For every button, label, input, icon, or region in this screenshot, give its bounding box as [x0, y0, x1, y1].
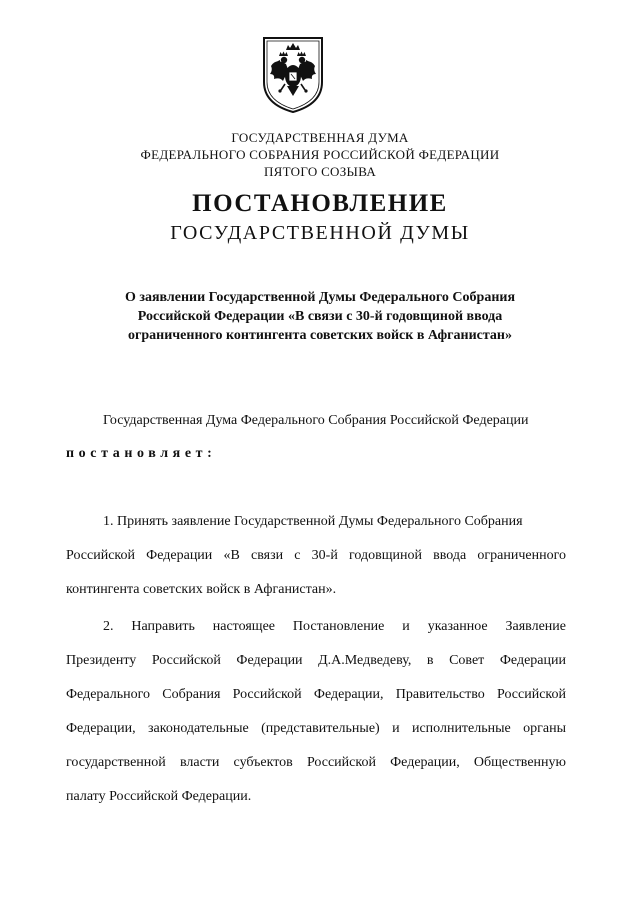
item2-line-3: Федерального Собрания Российской Федерации, Правительство Российской — [66, 687, 566, 702]
item2-line-5: государственной власти субъектов Российской Федерации, Общественную — [66, 755, 566, 770]
item2-line-2: Президенту Российской Федерации Д.А.Медведеву, в Совет Федерации — [66, 653, 566, 668]
item2-line-4: Федерации, законодательные (представительные) и исполнительные органы — [66, 721, 566, 736]
preamble: Государственная Дума Федерального Собрания Российской Федерации — [103, 413, 529, 428]
item2-line-6: палату Российской Федерации. — [66, 789, 252, 804]
subject-line-1: О заявлении Государственной Думы Федерального Собрания — [124, 290, 516, 305]
item1-line-2: Российской Федерации «В связи с 30-й годовщиной ввода ограниченного — [66, 548, 566, 563]
resolves-word: постановляет: — [66, 446, 217, 461]
subject-line-3: ограниченного контингента советских войск в Афганистан» — [128, 328, 512, 343]
issuer-line-2: ФЕДЕРАЛЬНОГО СОБРАНИЯ РОССИЙСКОЙ ФЕДЕРАЦИИ — [140, 147, 500, 162]
coat-of-arms-emblem-icon — [262, 36, 324, 114]
convocation-line: ПЯТОГО СОЗЫВА — [263, 164, 377, 179]
document-title: ПОСТАНОВЛЕНИЕ — [192, 190, 448, 217]
issuer-line-1: ГОСУДАРСТВЕННАЯ ДУМА — [231, 130, 409, 145]
document-subtitle: ГОСУДАРСТВЕННОЙ ДУМЫ — [170, 222, 470, 244]
item1-line-3: контингента советских войск в Афганистан». — [66, 582, 337, 597]
item2-line-1: 2. Направить настоящее Постановление и указанное Заявление — [103, 619, 566, 634]
item1-line-1: 1. Принять заявление Государственной Думы Федерального Собрания — [103, 514, 523, 529]
subject-line-2: Российской Федерации «В связи с 30-й годовщиной ввода — [137, 309, 503, 324]
